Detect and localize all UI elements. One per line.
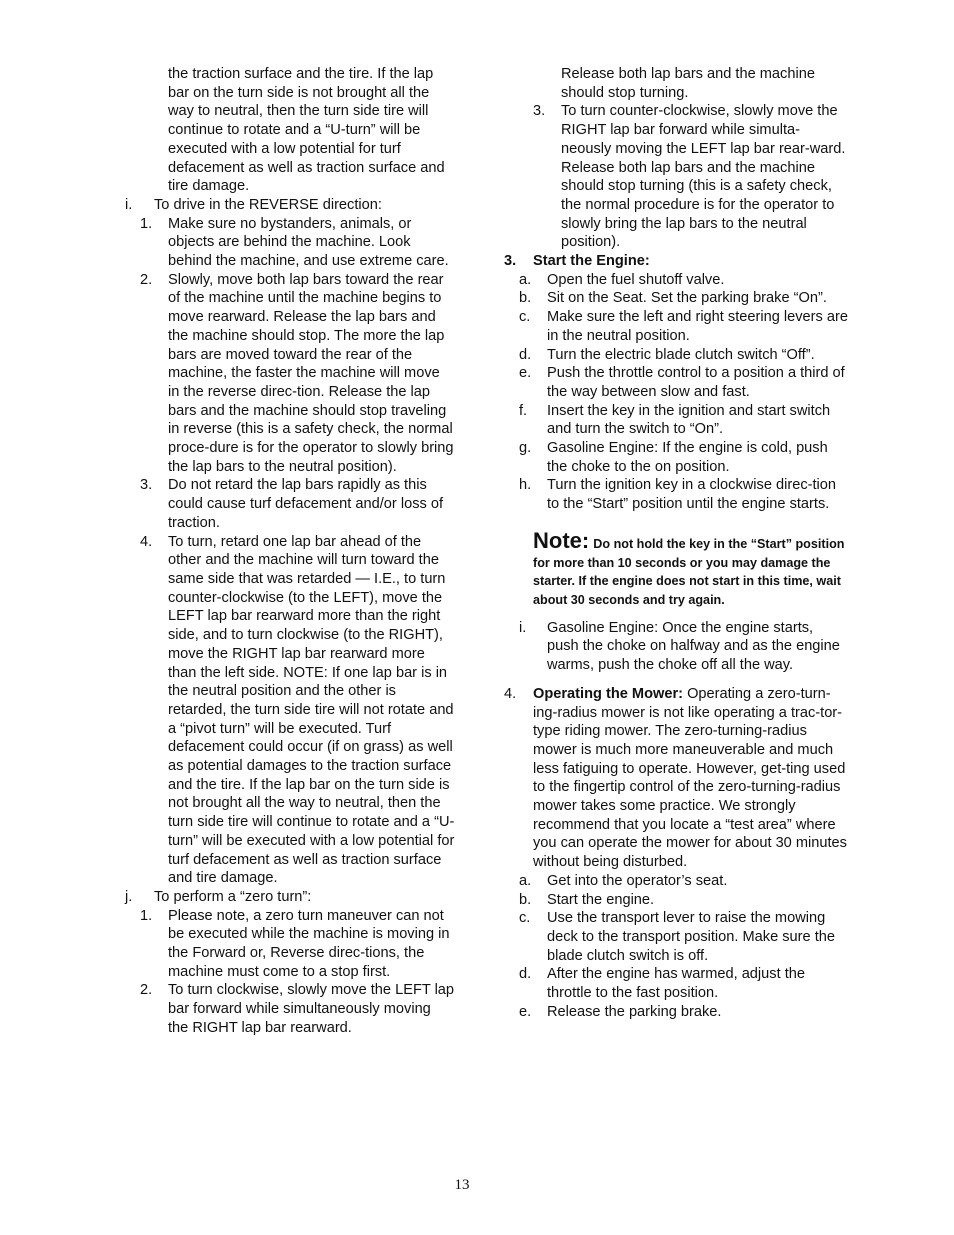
right-column bbox=[500, 65, 848, 1021]
list-item-text: Get into the operator’s seat. bbox=[547, 872, 728, 889]
spacer bbox=[500, 675, 848, 685]
continuation-paragraph: Release both lap bars and the machine should stop turning. bbox=[561, 66, 815, 101]
list-item-text: To turn, retard one lap bar ahead of the other and the machine will turn toward the same side that was retarded — I.E., to turn counter-clockwise (to the LEFT), move the LEFT lap bar rearward more than the right side, and to turn clockwise (to the RIGHT), move the RIGHT lap bar rearward more than the left side. NOTE: If one lap bar is in the neutral position and the other is retarded, the turn side tire will not rotate and a “pivot turn” will be executed. Turf defacement could occur (if on grass) as well as potential damages to the traction surface and the tire. If the lap bar on the turn side is not brought all the way to neutral, then the turn side tire will continue to rotate and a “U-turn” will be executed with a low potential for turf defacement as well as traction surface and tire damage. bbox=[168, 533, 455, 887]
section-marker: 3. bbox=[504, 253, 517, 270]
list-marker: i. bbox=[519, 619, 527, 636]
list-item-text: Release the parking brake. bbox=[547, 1003, 722, 1020]
section-marker: 4. bbox=[504, 685, 517, 702]
list-item-text: Push the throttle control to a position a third of the way between slow and fast. bbox=[547, 365, 845, 400]
continuation-paragraph: the traction surface and the tire. If the lap bar on the turn side is not brought all the way to neutral, then the turn side tire will continue to rotate and a “U-turn” will be executed with a low potential for turf defacement as well as traction surface and tire damage. bbox=[168, 66, 445, 195]
list-item-text: Make sure no bystanders, animals, or objects are behind the machine. Look behind the machine, and use extreme care. bbox=[168, 215, 449, 270]
list-item-text: Insert the key in the ignition and start switch and turn the switch to “On”. bbox=[547, 402, 831, 438]
list-item bbox=[500, 102, 848, 252]
list-marker: 1. bbox=[140, 215, 153, 232]
section-operating-mower bbox=[500, 685, 848, 872]
list-item-text: Slowly, move both lap bars toward the rear of the machine until the machine begins to move rearward. Release the lap bars and the machine should stop. The more the lap bars are moved toward the rear of the machine, the faster the machine will move in the reverse direc-tion. Release the lap bars and the machine should stop traveling in reverse (this is a safety check, the normal proce-dure is for the operator to slowly bring the lap bars to the neutral position). bbox=[168, 271, 454, 475]
list-item-j bbox=[120, 888, 455, 907]
list-item-text: Turn the electric blade clutch switch “Off”. bbox=[547, 346, 815, 363]
list-item bbox=[500, 364, 848, 401]
list-item bbox=[500, 439, 848, 476]
list-item-text: Open the fuel shutoff valve. bbox=[547, 271, 725, 288]
list-item-text: Make sure the left and right steering levers are in the neutral position. bbox=[547, 309, 848, 344]
list-marker: 3. bbox=[140, 477, 153, 494]
list-item-text: To drive in the REVERSE direction: bbox=[154, 196, 382, 213]
list-item-text: Turn the ignition key in a clockwise direc-tion to the “Start” position until the engine starts. bbox=[547, 477, 837, 513]
list-item bbox=[500, 619, 848, 675]
page-number: 13 bbox=[454, 1177, 470, 1193]
note-callout bbox=[500, 527, 848, 610]
list-item bbox=[500, 909, 848, 965]
list-item bbox=[120, 271, 455, 477]
list-marker: 2. bbox=[140, 982, 153, 999]
list-item bbox=[500, 308, 848, 345]
section-title: Start the Engine: bbox=[533, 253, 650, 270]
list-marker: c. bbox=[519, 309, 531, 326]
list-item bbox=[500, 346, 848, 365]
list-marker: 2. bbox=[140, 271, 153, 288]
list-item-text: Gasoline Engine: Once the engine starts, push the choke on halfway and as the engine warms, push the choke off all the way. bbox=[547, 619, 840, 674]
list-marker: d. bbox=[519, 966, 532, 983]
list-item-text: Start the engine. bbox=[547, 891, 655, 908]
list-marker: e. bbox=[519, 365, 532, 382]
list-item bbox=[120, 907, 455, 982]
list-item bbox=[500, 965, 848, 1002]
section-title: Operating the Mower: bbox=[533, 685, 683, 702]
list-item-text: To turn counter-clockwise, slowly move the RIGHT lap bar forward while simulta-neously moving the LEFT lap bar rear-ward. Release both lap bars and the machine should stop turning (this is a safety check, the normal procedure is for the operator to slowly bring the lap bars to the neutral position). bbox=[561, 103, 846, 251]
list-marker: g. bbox=[519, 440, 532, 457]
list-item bbox=[500, 289, 848, 308]
list-marker: b. bbox=[519, 891, 532, 908]
list-marker: b. bbox=[519, 290, 532, 307]
list-item-text: Do not retard the lap bars rapidly as this could cause turf defacement and/or loss of traction. bbox=[168, 477, 444, 531]
list-item bbox=[500, 872, 848, 891]
list-marker: j. bbox=[125, 888, 133, 905]
list-item bbox=[500, 402, 848, 439]
list-item-text: After the engine has warmed, adjust the throttle to the fast position. bbox=[547, 966, 805, 1002]
list-item-text: To perform a “zero turn”: bbox=[154, 888, 312, 905]
note-title: Note: bbox=[533, 527, 590, 553]
list-item bbox=[120, 215, 455, 271]
list-item-text: To turn clockwise, slowly move the LEFT lap bar forward while simultaneously moving the RIGHT lap bar rearward. bbox=[168, 982, 455, 1036]
list-marker: 3. bbox=[533, 103, 546, 120]
list-marker: i. bbox=[125, 196, 133, 213]
list-item bbox=[500, 1003, 848, 1022]
list-marker: a. bbox=[519, 271, 532, 288]
list-item-text: Gasoline Engine: If the engine is cold, push the choke to the on position. bbox=[547, 440, 828, 475]
list-marker: 4. bbox=[140, 533, 153, 550]
list-item-text: Sit on the Seat. Set the parking brake “On”. bbox=[547, 290, 827, 307]
section-paragraph bbox=[500, 685, 848, 872]
section-start-engine bbox=[500, 252, 848, 271]
list-marker: 1. bbox=[140, 907, 153, 924]
list-item-text: Use the transport lever to raise the mowing deck to the transport position. Make sure the blade clutch switch is off. bbox=[547, 910, 835, 964]
list-item bbox=[120, 981, 455, 1037]
list-marker: e. bbox=[519, 1003, 532, 1020]
list-item-text: Please note, a zero turn maneuver can not be executed while the machine is moving in the Forward or, Reverse direc-tions, the machine must come to a stop first. bbox=[168, 907, 450, 980]
left-column bbox=[120, 65, 455, 1038]
list-marker: a. bbox=[519, 872, 532, 889]
list-marker: d. bbox=[519, 346, 532, 363]
list-marker: f. bbox=[519, 402, 528, 419]
list-item bbox=[500, 891, 848, 910]
list-item bbox=[120, 533, 455, 888]
note-text: Do not hold the key in the “Start” position for more than 10 seconds or you may damage the starter. If the engine does not start in this time, wait about 30 seconds and try again. bbox=[533, 536, 845, 607]
list-item bbox=[500, 476, 848, 513]
list-marker: h. bbox=[519, 477, 532, 494]
list-marker: c. bbox=[519, 910, 531, 927]
list-item bbox=[500, 271, 848, 290]
list-item-i bbox=[120, 196, 455, 215]
list-item bbox=[120, 476, 455, 532]
section-text: Operating a zero-turn-ing-radius mower is not like operating a trac-tor-type riding mower. The zero-turning-radius mower is much more maneuverable and much less fatiguing to operate. However, get-ting used to the fingertip control of the zero-turning-radius mower takes some practice. We strongly recommend that you locate a “test area” where you can operate the mower for about 30 minutes without being disturbed. bbox=[533, 685, 847, 871]
